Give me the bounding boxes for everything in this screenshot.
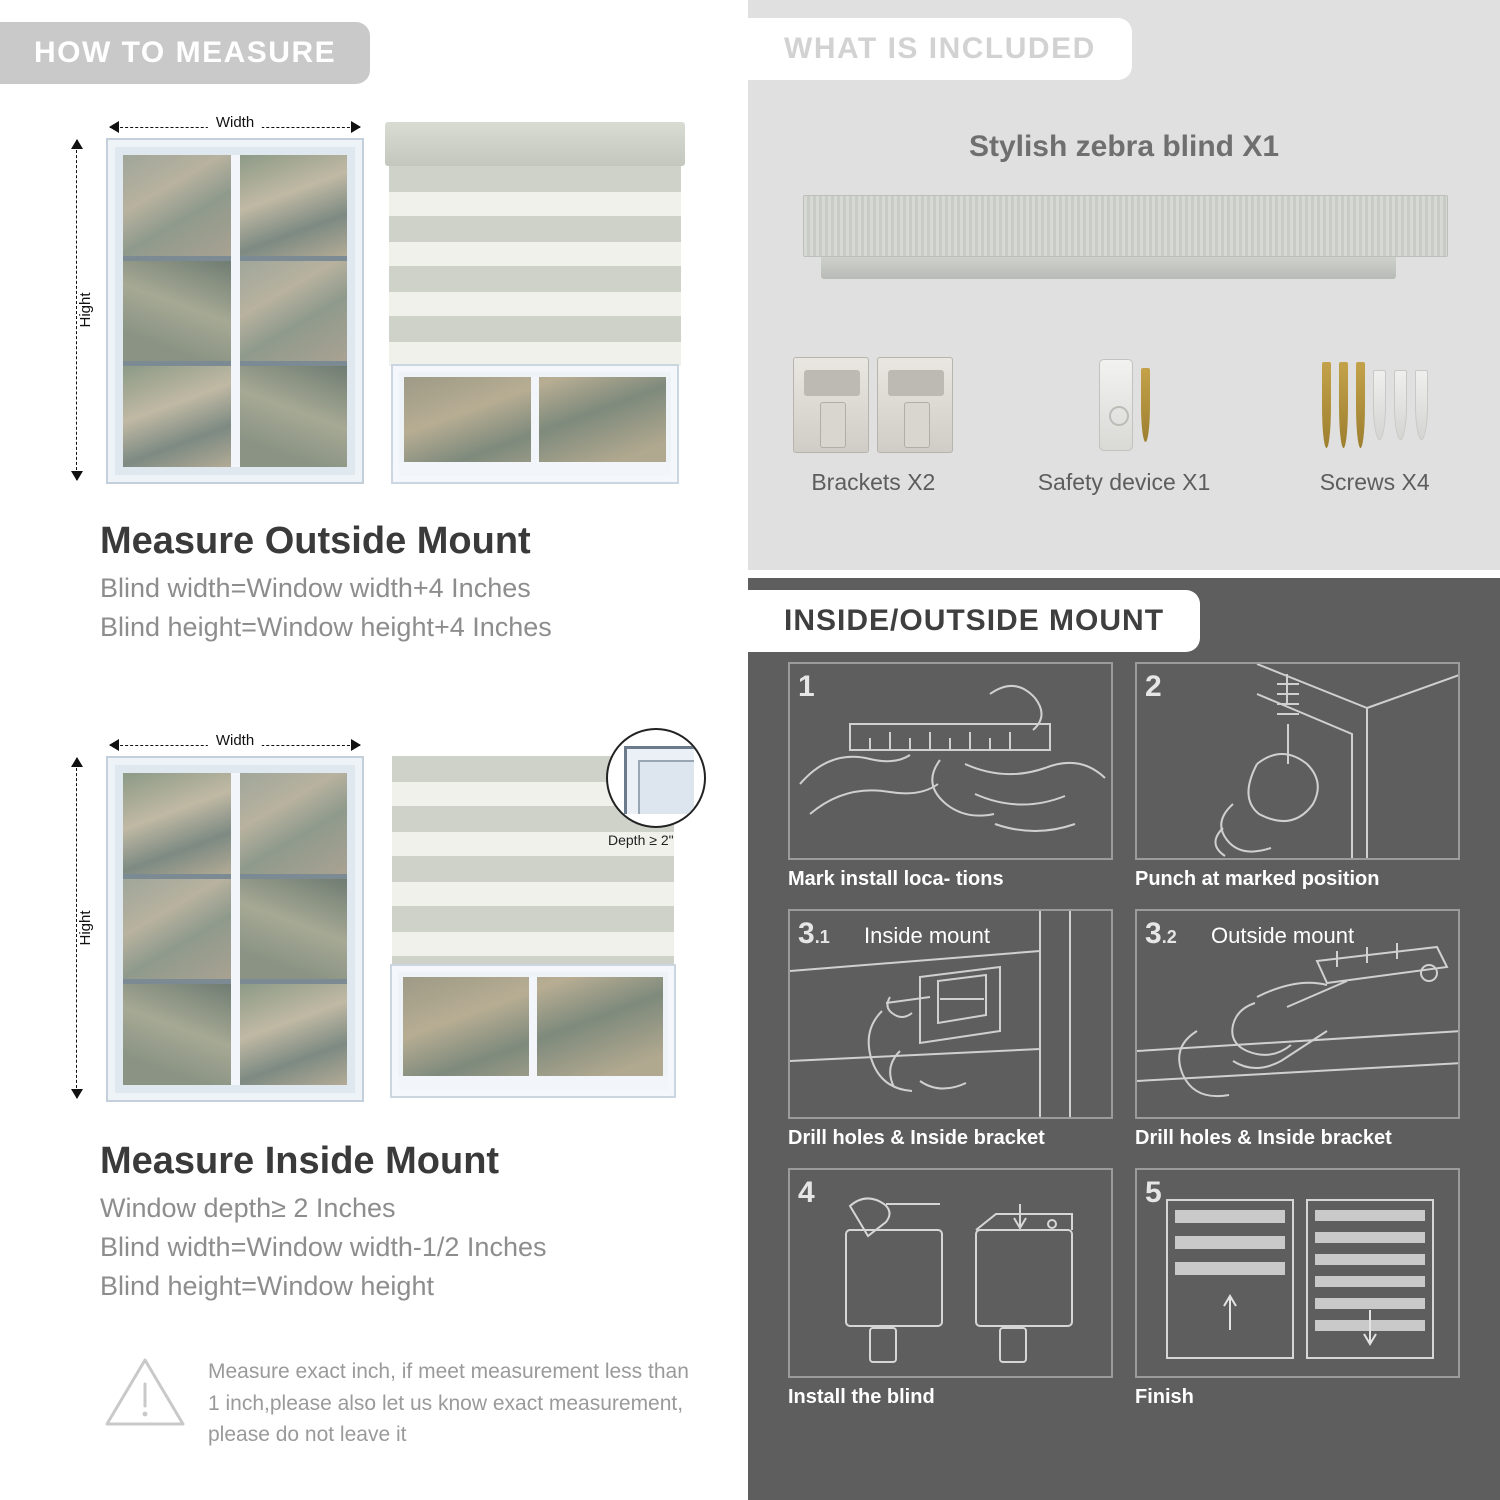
step-3-2-number: 3.2 <box>1145 917 1177 950</box>
inside-outside-mount-panel <box>748 578 1500 1500</box>
step-5-caption: Finish <box>1135 1386 1194 1408</box>
warning-note-text: Measure exact inch, if meet measurement less than 1 inch,please also let us know exact measurement, please do not leave it <box>208 1360 689 1446</box>
mount-title-wrap <box>748 590 1200 652</box>
what-is-included-panel <box>748 0 1500 570</box>
step-1-number: 1 <box>798 670 815 703</box>
blind-valance <box>385 122 685 166</box>
how-to-measure-panel <box>0 0 740 1500</box>
part-safety-device <box>999 345 1250 496</box>
step-3-2-image <box>1135 909 1460 1119</box>
part-brackets-caption: Brackets X2 <box>811 469 936 495</box>
part-screws-caption: Screws X4 <box>1319 469 1430 495</box>
step-2-number: 2 <box>1145 670 1162 703</box>
step-2-caption: Punch at marked position <box>1135 868 1380 890</box>
outside-width-dimension <box>110 114 360 136</box>
inside-mount-text <box>100 1140 740 1306</box>
step-5-number: 5 <box>1145 1176 1162 1209</box>
step-3-1-inline-label: Inside mount <box>864 923 990 948</box>
inside-mount-line-1: Window depth≥ 2 Inches <box>100 1193 396 1223</box>
outside-mount-line-2: Blind height=Window height+4 Inches <box>100 612 552 643</box>
installation-steps <box>788 662 1460 1409</box>
step-3-2 <box>1135 909 1460 1150</box>
step-1-caption: Mark install loca- tions <box>788 868 1004 890</box>
step-1-image <box>788 662 1113 860</box>
safety-device-icon <box>999 345 1250 465</box>
step-2-image <box>1135 662 1460 860</box>
blind-fabric <box>389 166 681 366</box>
depth-label: Depth ≥ 2" <box>608 832 674 848</box>
outside-height-label: Hight <box>77 286 94 333</box>
step-5 <box>1135 1168 1460 1409</box>
how-to-measure-title: HOW TO MEASURE <box>0 22 370 84</box>
inside-mount-heading: Measure Inside Mount <box>100 1140 500 1182</box>
step-4 <box>788 1168 1113 1409</box>
inside-mount-illustration <box>0 718 740 1118</box>
outside-height-dimension <box>68 140 95 480</box>
inside-mount-line-2: Blind width=Window width-1/2 Inches <box>100 1232 547 1263</box>
step-3-1-caption: Drill holes & Inside bracket <box>788 1127 1045 1149</box>
right-column <box>748 0 1500 1500</box>
step-3-1 <box>788 909 1113 1150</box>
outside-mount-illustration <box>0 100 740 500</box>
window-illustration <box>108 140 362 482</box>
inside-height-dimension <box>68 758 95 1098</box>
inside-mount-line-3: Blind height=Window height <box>100 1271 434 1302</box>
depth-callout <box>606 728 726 858</box>
included-parts-row <box>748 345 1500 496</box>
blind-window-frame <box>393 366 677 482</box>
headrail-illustration <box>803 195 1448 285</box>
step-3-2-inline-label: Outside mount <box>1211 923 1355 948</box>
window-illustration-inside <box>108 758 362 1100</box>
screws-icon <box>1249 345 1500 465</box>
included-title-wrap <box>748 18 1132 80</box>
part-brackets <box>748 345 999 496</box>
step-2 <box>1135 662 1460 891</box>
outside-mounted-blind <box>385 122 685 482</box>
warning-triangle-icon <box>104 1356 186 1428</box>
inside-height-label: Hight <box>77 904 94 951</box>
part-safety-caption: Safety device X1 <box>1037 469 1211 495</box>
blind-window-frame-inside <box>392 966 674 1096</box>
part-screws <box>1249 345 1500 496</box>
step-5-image <box>1135 1168 1460 1378</box>
measure-warning-note <box>104 1356 704 1451</box>
outside-mount-line-1: Blind width=Window width+4 Inches <box>100 573 531 603</box>
how-to-measure-title-wrap <box>0 22 370 84</box>
inside-outside-mount-title: INSIDE/OUTSIDE MOUNT <box>748 590 1200 652</box>
outside-width-label: Width <box>208 114 262 131</box>
included-product-title: Stylish zebra blind X1 <box>968 130 1280 163</box>
step-3-1-image <box>788 909 1113 1119</box>
inside-width-label: Width <box>208 732 262 749</box>
step-4-image <box>788 1168 1113 1378</box>
inside-width-dimension <box>110 732 360 754</box>
step-3-1-number: 3.1 <box>798 917 830 950</box>
outside-mount-heading: Measure Outside Mount <box>100 520 531 562</box>
outside-mount-text <box>100 520 720 647</box>
step-3-2-caption: Drill holes & Inside bracket <box>1135 1127 1392 1149</box>
what-is-included-title: WHAT IS INCLUDED <box>748 18 1132 80</box>
step-4-caption: Install the blind <box>788 1386 935 1408</box>
depth-zoom-circle <box>606 728 706 828</box>
step-1 <box>788 662 1113 891</box>
step-4-number: 4 <box>798 1176 815 1209</box>
brackets-icon <box>748 345 999 465</box>
